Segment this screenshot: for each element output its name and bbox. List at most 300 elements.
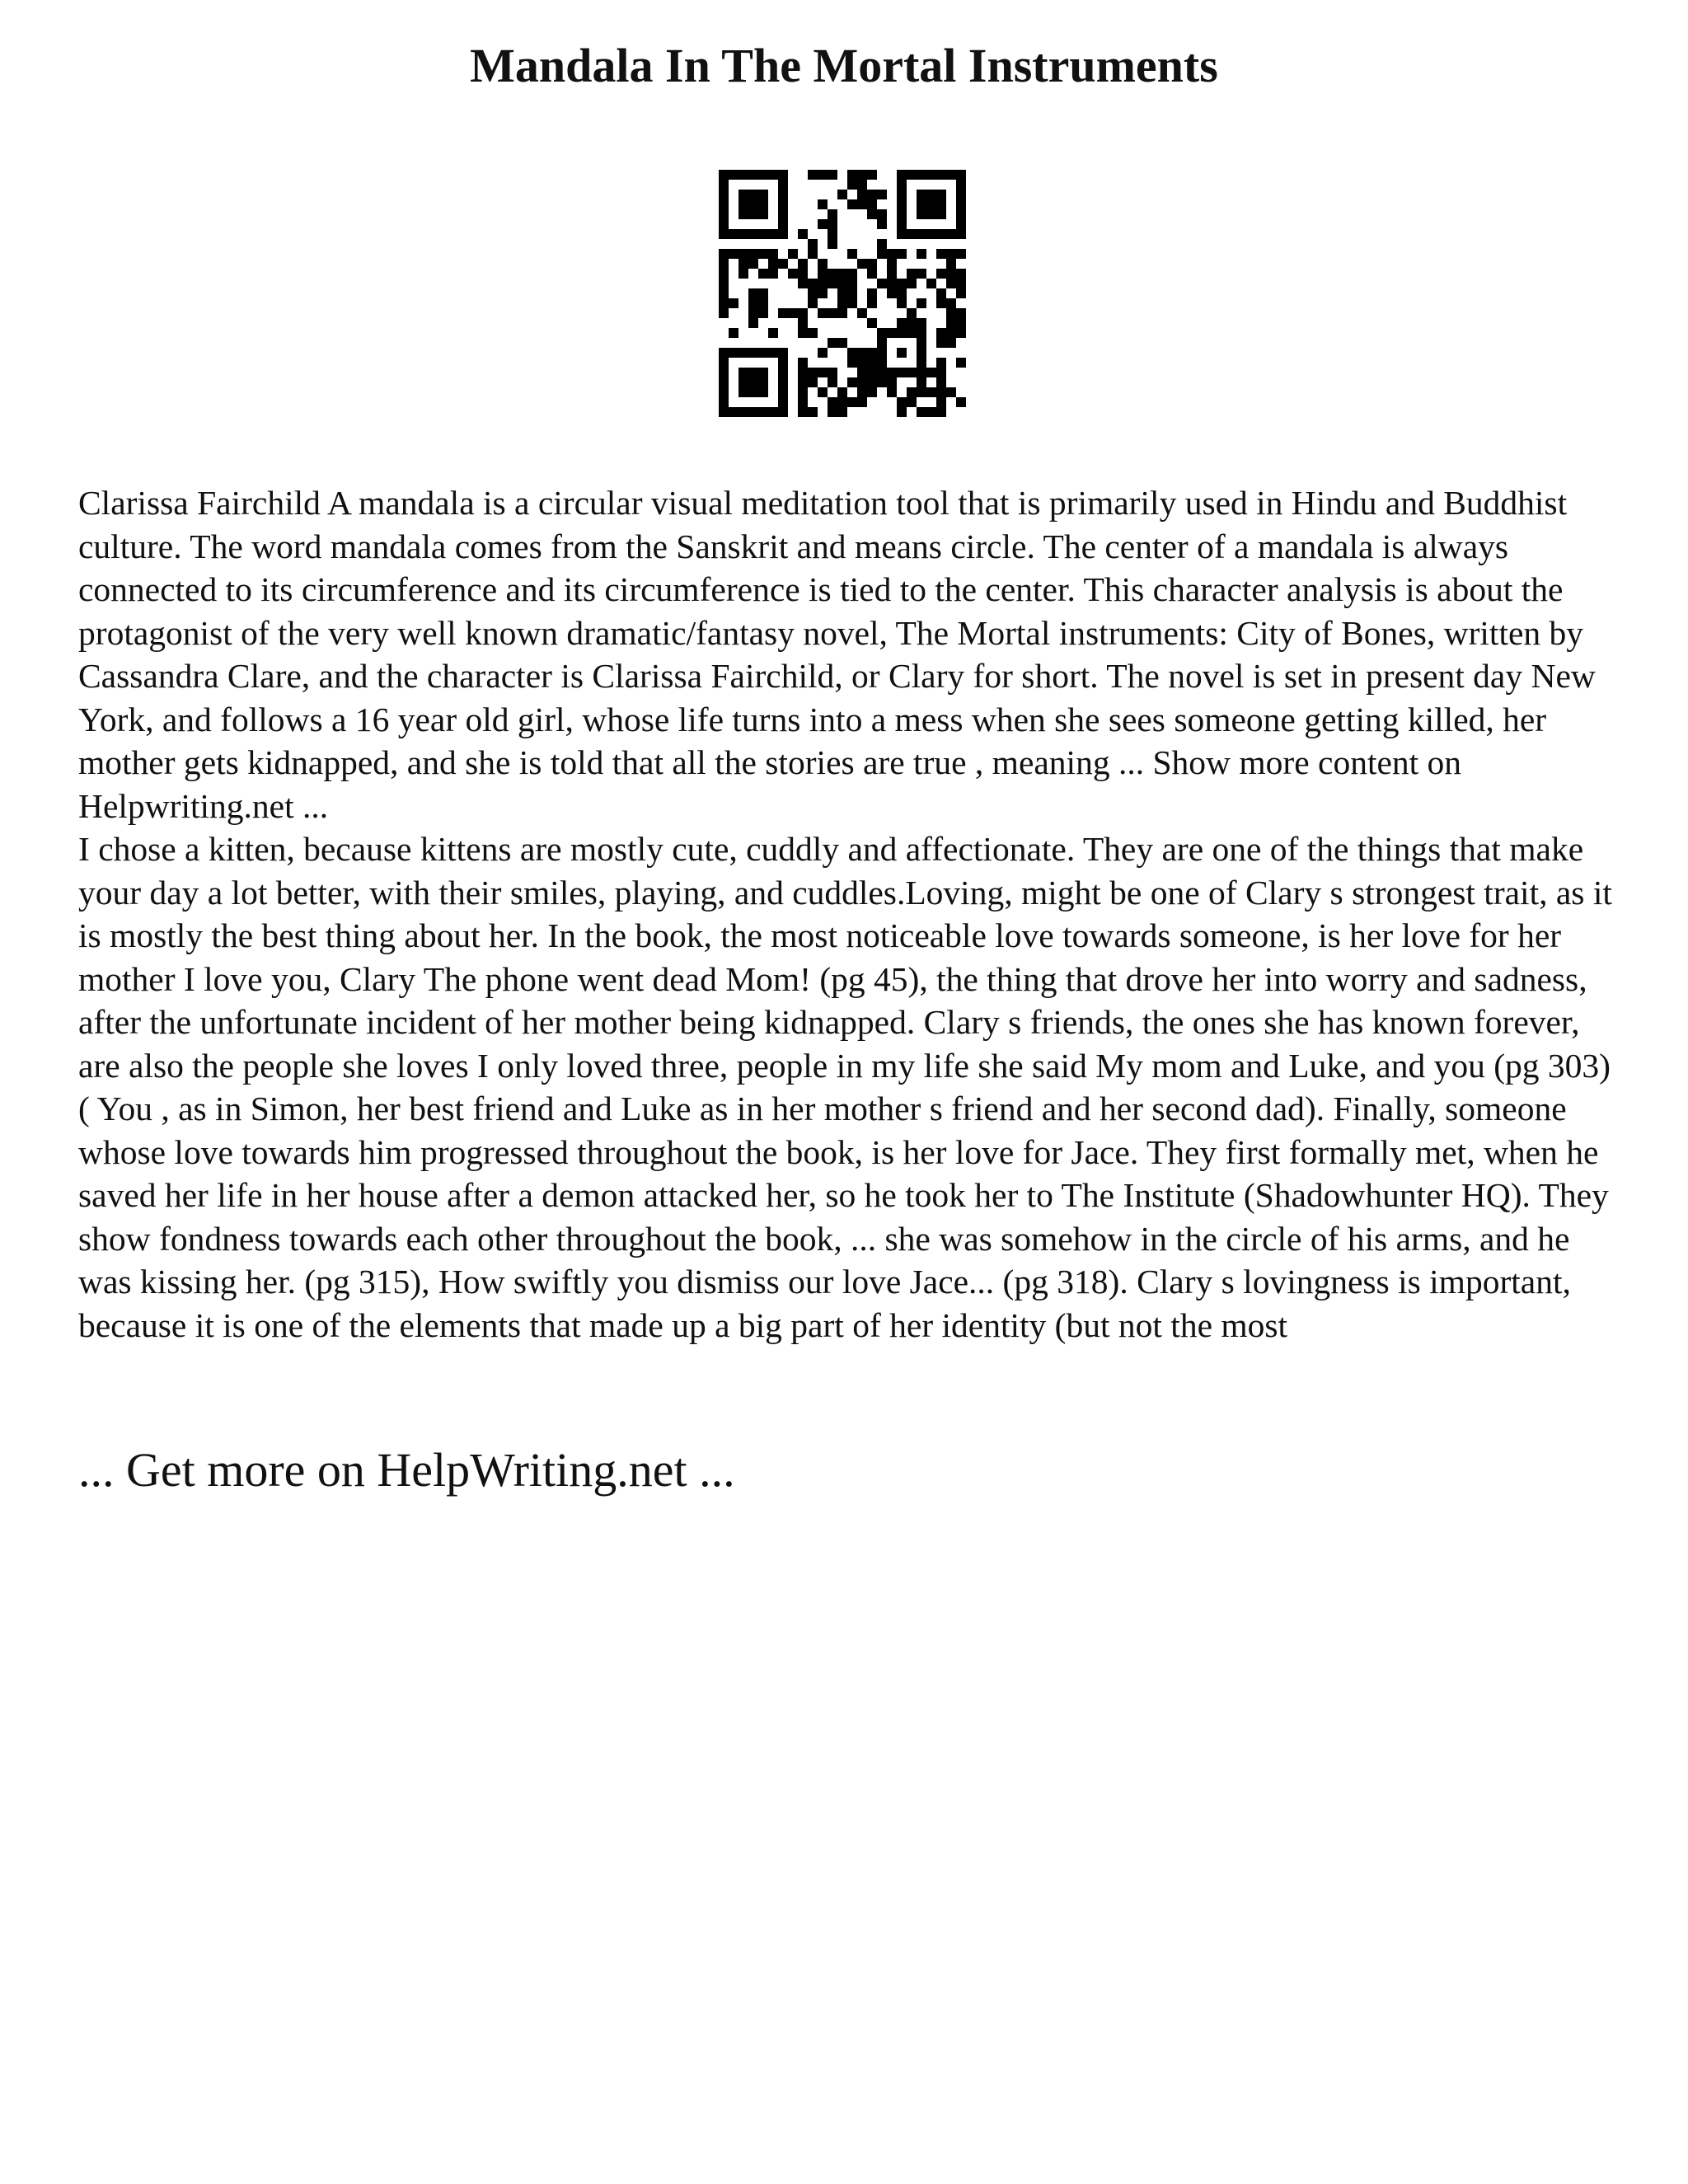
qr-module bbox=[946, 269, 956, 279]
qr-module bbox=[847, 269, 857, 279]
qr-module bbox=[847, 348, 857, 358]
qr-module bbox=[758, 288, 768, 298]
qr-module bbox=[917, 348, 926, 358]
qr-module bbox=[768, 407, 778, 417]
qr-module bbox=[926, 407, 936, 417]
qr-module bbox=[897, 368, 907, 377]
qr-module bbox=[897, 348, 907, 358]
qr-module bbox=[798, 269, 808, 279]
qr-module bbox=[877, 249, 887, 259]
qr-module bbox=[926, 387, 936, 397]
qr-module bbox=[719, 269, 729, 279]
qr-module bbox=[798, 377, 808, 387]
qr-module bbox=[867, 358, 877, 368]
qr-module bbox=[758, 199, 768, 209]
qr-module bbox=[828, 269, 837, 279]
qr-module bbox=[778, 407, 788, 417]
qr-module bbox=[956, 209, 966, 219]
qr-module bbox=[729, 249, 738, 259]
qr-module bbox=[778, 387, 788, 397]
qr-module bbox=[936, 358, 946, 368]
qr-module bbox=[719, 308, 729, 318]
qr-module bbox=[956, 358, 966, 368]
qr-module bbox=[847, 249, 857, 259]
qr-module bbox=[847, 279, 857, 288]
qr-module bbox=[798, 407, 808, 417]
qr-module bbox=[877, 190, 887, 199]
article-body bbox=[78, 481, 1620, 1347]
qr-module bbox=[956, 288, 966, 298]
qr-module bbox=[758, 298, 768, 308]
qr-module bbox=[729, 328, 738, 338]
qr-module bbox=[758, 368, 768, 377]
qr-module bbox=[897, 328, 907, 338]
qr-module bbox=[917, 318, 926, 328]
qr-module bbox=[738, 229, 748, 239]
qr-module bbox=[798, 279, 808, 288]
qr-module bbox=[828, 229, 837, 239]
qr-module bbox=[936, 387, 946, 397]
qr-module bbox=[946, 298, 956, 308]
qr-module bbox=[837, 288, 847, 298]
qr-module bbox=[936, 199, 946, 209]
qr-module bbox=[917, 338, 926, 348]
qr-module bbox=[877, 377, 887, 387]
qr-module bbox=[828, 170, 837, 180]
qr-module bbox=[907, 328, 917, 338]
qr-code-icon bbox=[719, 170, 966, 417]
qr-module bbox=[729, 170, 738, 180]
qr-module bbox=[926, 229, 936, 239]
qr-module bbox=[808, 368, 818, 377]
qr-module bbox=[778, 170, 788, 180]
qr-module bbox=[748, 170, 758, 180]
qr-module bbox=[926, 170, 936, 180]
qr-module bbox=[778, 180, 788, 190]
qr-module bbox=[946, 328, 956, 338]
qr-module bbox=[748, 298, 758, 308]
qr-module bbox=[936, 190, 946, 199]
qr-module bbox=[956, 170, 966, 180]
qr-module bbox=[808, 170, 818, 180]
qr-module bbox=[847, 298, 857, 308]
qr-module bbox=[719, 279, 729, 288]
qr-module bbox=[748, 368, 758, 377]
qr-module bbox=[917, 190, 926, 199]
qr-module bbox=[926, 368, 936, 377]
qr-module bbox=[917, 298, 926, 308]
qr-module bbox=[847, 288, 857, 298]
paragraph-1: Clarissa Fairchild A mandala is a circular visual meditation tool that is primarily used in Hindu and Buddhist culture. The word mandala comes from the Sanskrit and means circle. The center of a mandala is always connected to its circumference and its circumference is tied to the center. This character analysis is about the protagonist of the very well known dramatic/fantasy novel, The Mortal instruments: City of Bones, written by Cassandra Clare, and the character is Clarissa Fairchild, or Clary for short. The novel is set in present day New York, and follows a 16 year old girl, whose life turns into a mess when she sees someone getting killed, her mother gets kidnapped, and she is told that all the stories are true , meaning ... Show more content on Helpwriting.net ... bbox=[78, 484, 1596, 825]
qr-module bbox=[897, 279, 907, 288]
qr-module bbox=[738, 199, 748, 209]
qr-module bbox=[738, 170, 748, 180]
qr-module bbox=[788, 249, 798, 259]
qr-module bbox=[818, 269, 828, 279]
qr-module bbox=[867, 318, 877, 328]
qr-module bbox=[719, 209, 729, 219]
qr-module bbox=[857, 387, 867, 397]
qr-module bbox=[818, 348, 828, 358]
qr-module bbox=[946, 249, 956, 259]
qr-module bbox=[798, 328, 808, 338]
qr-module bbox=[719, 368, 729, 377]
qr-module bbox=[917, 209, 926, 219]
qr-module bbox=[877, 358, 887, 368]
qr-module bbox=[798, 387, 808, 397]
qr-module bbox=[877, 328, 887, 338]
qr-module bbox=[926, 279, 936, 288]
qr-module bbox=[857, 377, 867, 387]
qr-module bbox=[778, 308, 788, 318]
qr-module bbox=[748, 318, 758, 328]
qr-module bbox=[837, 338, 847, 348]
qr-module bbox=[768, 170, 778, 180]
qr-module bbox=[758, 229, 768, 239]
qr-module bbox=[887, 279, 897, 288]
qr-module bbox=[768, 259, 778, 269]
qr-module bbox=[818, 219, 828, 229]
qr-module bbox=[808, 298, 818, 308]
qr-module bbox=[956, 219, 966, 229]
qr-module bbox=[857, 348, 867, 358]
qr-module bbox=[867, 377, 877, 387]
qr-module bbox=[936, 338, 946, 348]
qr-module bbox=[837, 190, 847, 199]
qr-module bbox=[877, 279, 887, 288]
qr-module bbox=[936, 209, 946, 219]
qr-module bbox=[917, 377, 926, 387]
qr-module bbox=[857, 180, 867, 190]
qr-module bbox=[719, 229, 729, 239]
qr-module bbox=[936, 288, 946, 298]
qr-module bbox=[719, 190, 729, 199]
qr-module bbox=[788, 269, 798, 279]
paragraph-2: I chose a kitten, because kittens are mostly cute, cuddly and affectionate. They are one of the things that make your day a lot better, with their smiles, playing, and cuddles.Loving, might be one of Clary s strongest trait, as it is mostly the best thing about her. In the book, the most noticeable love towards someone, is her love for her mother I love you, Clary The phone went dead Mom! (pg 45), the thing that drove her into worry and sadness, after the unfortunate incident of her mother being kidnapped. Clary s friends, the ones she has known forever, are also the people she loves I only loved three, people in my life she said My mom and Luke, and you (pg 303) ( You , as in Simon, her best friend and Luke as in her mother s friend and her second dad). Finally, someone whose love towards him progressed throughout the book, is her love for Jace. They first formally met, when he saved her life in her house after a demon attacked her, so he took her to The Institute (Shadowhunter HQ). They show fondness towards each other throughout the book, ... she was somehow in the circle of his arms, and he was kissing her. (pg 315), How swiftly you dismiss our love Jace... (pg 318). Clary s lovingness is important, because it is one of the elements that made up a big part of her identity (but not the most bbox=[78, 830, 1612, 1344]
qr-module bbox=[808, 279, 818, 288]
qr-module bbox=[808, 407, 818, 417]
qr-module bbox=[738, 377, 748, 387]
qr-module bbox=[877, 348, 887, 358]
qr-module bbox=[719, 397, 729, 407]
qr-module bbox=[758, 190, 768, 199]
qr-module bbox=[897, 288, 907, 298]
qr-module bbox=[887, 377, 897, 387]
qr-module bbox=[887, 269, 897, 279]
qr-module bbox=[956, 180, 966, 190]
qr-module bbox=[907, 170, 917, 180]
qr-module bbox=[917, 358, 926, 368]
qr-module bbox=[837, 298, 847, 308]
qr-module bbox=[748, 190, 758, 199]
qr-module bbox=[768, 229, 778, 239]
qr-module bbox=[818, 259, 828, 269]
qr-module bbox=[917, 328, 926, 338]
qr-module bbox=[877, 239, 887, 249]
qr-module bbox=[877, 209, 887, 219]
qr-module bbox=[897, 219, 907, 229]
qr-module bbox=[956, 269, 966, 279]
qr-module bbox=[917, 199, 926, 209]
qr-module bbox=[907, 308, 917, 318]
qr-module bbox=[828, 279, 837, 288]
qr-module bbox=[837, 397, 847, 407]
qr-module bbox=[719, 298, 729, 308]
qr-module bbox=[936, 397, 946, 407]
qr-module bbox=[847, 199, 857, 209]
qr-module bbox=[778, 219, 788, 229]
qr-module bbox=[808, 328, 818, 338]
qr-module bbox=[956, 190, 966, 199]
qr-module bbox=[808, 239, 818, 249]
qr-module bbox=[877, 338, 887, 348]
qr-module bbox=[857, 368, 867, 377]
qr-module bbox=[867, 259, 877, 269]
qr-module bbox=[857, 199, 867, 209]
qr-module bbox=[917, 249, 926, 259]
qr-module bbox=[897, 190, 907, 199]
qr-module bbox=[818, 170, 828, 180]
qr-module bbox=[847, 170, 857, 180]
qr-module bbox=[778, 229, 788, 239]
qr-module bbox=[818, 288, 828, 298]
qr-module bbox=[946, 170, 956, 180]
qr-module bbox=[847, 397, 857, 407]
qr-module bbox=[828, 308, 837, 318]
qr-module bbox=[768, 328, 778, 338]
qr-module bbox=[887, 387, 897, 397]
qr-module bbox=[748, 348, 758, 358]
qr-module bbox=[857, 259, 867, 269]
qr-module bbox=[956, 249, 966, 259]
qr-module bbox=[748, 199, 758, 209]
qr-module bbox=[748, 387, 758, 397]
qr-module bbox=[738, 269, 748, 279]
qr-module bbox=[877, 219, 887, 229]
qr-module bbox=[867, 348, 877, 358]
qr-module bbox=[758, 407, 768, 417]
qr-module bbox=[818, 387, 828, 397]
qr-module bbox=[738, 368, 748, 377]
qr-module bbox=[808, 377, 818, 387]
qr-module bbox=[748, 209, 758, 219]
qr-module bbox=[719, 219, 729, 229]
qr-module bbox=[917, 368, 926, 377]
qr-module bbox=[738, 407, 748, 417]
qr-module bbox=[897, 318, 907, 328]
qr-module bbox=[956, 279, 966, 288]
qr-module bbox=[719, 358, 729, 368]
qr-module bbox=[897, 397, 907, 407]
qr-module bbox=[719, 407, 729, 417]
qr-module bbox=[887, 328, 897, 338]
qr-module bbox=[897, 209, 907, 219]
qr-module bbox=[778, 348, 788, 358]
qr-module bbox=[907, 269, 917, 279]
qr-module bbox=[936, 229, 946, 239]
qr-module bbox=[738, 348, 748, 358]
qr-module bbox=[798, 368, 808, 377]
qr-module bbox=[778, 199, 788, 209]
qr-module bbox=[887, 288, 897, 298]
qr-code-graphic bbox=[719, 170, 966, 417]
qr-module bbox=[956, 308, 966, 318]
qr-module bbox=[857, 358, 867, 368]
qr-module bbox=[936, 377, 946, 387]
qr-module bbox=[758, 209, 768, 219]
qr-module bbox=[946, 338, 956, 348]
qr-module bbox=[748, 249, 758, 259]
qr-module bbox=[808, 249, 818, 259]
qr-module bbox=[936, 368, 946, 377]
qr-module bbox=[946, 279, 956, 288]
qr-module bbox=[907, 368, 917, 377]
qr-module bbox=[837, 279, 847, 288]
qr-module bbox=[828, 407, 837, 417]
qr-module bbox=[877, 368, 887, 377]
qr-module bbox=[936, 407, 946, 417]
qr-module bbox=[917, 407, 926, 417]
qr-module bbox=[748, 377, 758, 387]
qr-module bbox=[778, 259, 788, 269]
qr-module bbox=[828, 338, 837, 348]
qr-module bbox=[857, 170, 867, 180]
qr-module bbox=[748, 259, 758, 269]
qr-module bbox=[818, 308, 828, 318]
qr-module bbox=[738, 209, 748, 219]
qr-module bbox=[837, 407, 847, 417]
qr-module bbox=[828, 239, 837, 249]
qr-module bbox=[768, 348, 778, 358]
qr-module bbox=[808, 288, 818, 298]
qr-module bbox=[778, 377, 788, 387]
qr-module bbox=[729, 298, 738, 308]
qr-module bbox=[798, 358, 808, 368]
qr-module bbox=[748, 288, 758, 298]
qr-module bbox=[719, 288, 729, 298]
qr-module bbox=[837, 269, 847, 279]
qr-module bbox=[847, 180, 857, 190]
qr-module bbox=[907, 229, 917, 239]
qr-module bbox=[956, 229, 966, 239]
qr-module bbox=[867, 387, 877, 397]
qr-module bbox=[719, 249, 729, 259]
qr-module bbox=[897, 180, 907, 190]
qr-module bbox=[818, 368, 828, 377]
qr-module bbox=[897, 249, 907, 259]
qr-module bbox=[907, 397, 917, 407]
qr-module bbox=[828, 377, 837, 387]
qr-module bbox=[758, 348, 768, 358]
qr-module bbox=[758, 387, 768, 397]
qr-module bbox=[897, 170, 907, 180]
qr-module bbox=[847, 377, 857, 387]
qr-module bbox=[956, 397, 966, 407]
qr-module bbox=[719, 199, 729, 209]
qr-module bbox=[956, 328, 966, 338]
qr-module bbox=[936, 170, 946, 180]
qr-module bbox=[758, 377, 768, 387]
qr-module bbox=[719, 377, 729, 387]
qr-module bbox=[917, 170, 926, 180]
qr-module bbox=[828, 397, 837, 407]
get-more-link[interactable]: ... Get more on HelpWriting.net ... bbox=[78, 1443, 735, 1497]
qr-module bbox=[936, 328, 946, 338]
qr-module bbox=[738, 387, 748, 397]
qr-module bbox=[738, 249, 748, 259]
qr-module bbox=[778, 368, 788, 377]
qr-module bbox=[907, 318, 917, 328]
qr-module bbox=[867, 368, 877, 377]
qr-module bbox=[798, 308, 808, 318]
qr-module bbox=[828, 368, 837, 377]
qr-module bbox=[857, 397, 867, 407]
qr-module bbox=[729, 229, 738, 239]
qr-module bbox=[758, 170, 768, 180]
qr-module bbox=[719, 387, 729, 397]
qr-module bbox=[719, 180, 729, 190]
qr-module bbox=[828, 209, 837, 219]
qr-module bbox=[818, 199, 828, 209]
qr-module bbox=[897, 298, 907, 308]
qr-module bbox=[956, 318, 966, 328]
qr-module bbox=[897, 199, 907, 209]
qr-module bbox=[798, 229, 808, 239]
qr-module bbox=[946, 259, 956, 269]
qr-module bbox=[867, 288, 877, 298]
qr-module bbox=[837, 387, 847, 397]
qr-module bbox=[778, 397, 788, 407]
qr-module bbox=[778, 190, 788, 199]
qr-module bbox=[946, 229, 956, 239]
qr-module bbox=[926, 199, 936, 209]
qr-module bbox=[917, 269, 926, 279]
qr-module bbox=[946, 318, 956, 328]
qr-module bbox=[738, 259, 748, 269]
qr-module bbox=[867, 269, 877, 279]
qr-module bbox=[758, 249, 768, 259]
qr-module bbox=[867, 190, 877, 199]
qr-module bbox=[778, 209, 788, 219]
qr-module bbox=[798, 397, 808, 407]
qr-module bbox=[907, 387, 917, 397]
qr-module bbox=[917, 387, 926, 397]
qr-module bbox=[788, 308, 798, 318]
qr-module bbox=[946, 308, 956, 318]
qr-module bbox=[719, 259, 729, 269]
qr-module bbox=[857, 308, 867, 318]
qr-module bbox=[748, 308, 758, 318]
qr-module bbox=[926, 190, 936, 199]
qr-module bbox=[897, 229, 907, 239]
qr-module bbox=[926, 209, 936, 219]
qr-module bbox=[798, 318, 808, 328]
qr-module bbox=[887, 368, 897, 377]
qr-module bbox=[887, 259, 897, 269]
qr-module bbox=[768, 269, 778, 279]
qr-module bbox=[936, 298, 946, 308]
qr-module bbox=[719, 170, 729, 180]
qr-module bbox=[758, 269, 768, 279]
qr-module bbox=[758, 308, 768, 318]
qr-module bbox=[867, 199, 877, 209]
qr-module bbox=[768, 249, 778, 259]
qr-module bbox=[818, 279, 828, 288]
qr-module bbox=[828, 219, 837, 229]
qr-module bbox=[738, 190, 748, 199]
qr-module bbox=[917, 229, 926, 239]
qr-module bbox=[867, 209, 877, 219]
